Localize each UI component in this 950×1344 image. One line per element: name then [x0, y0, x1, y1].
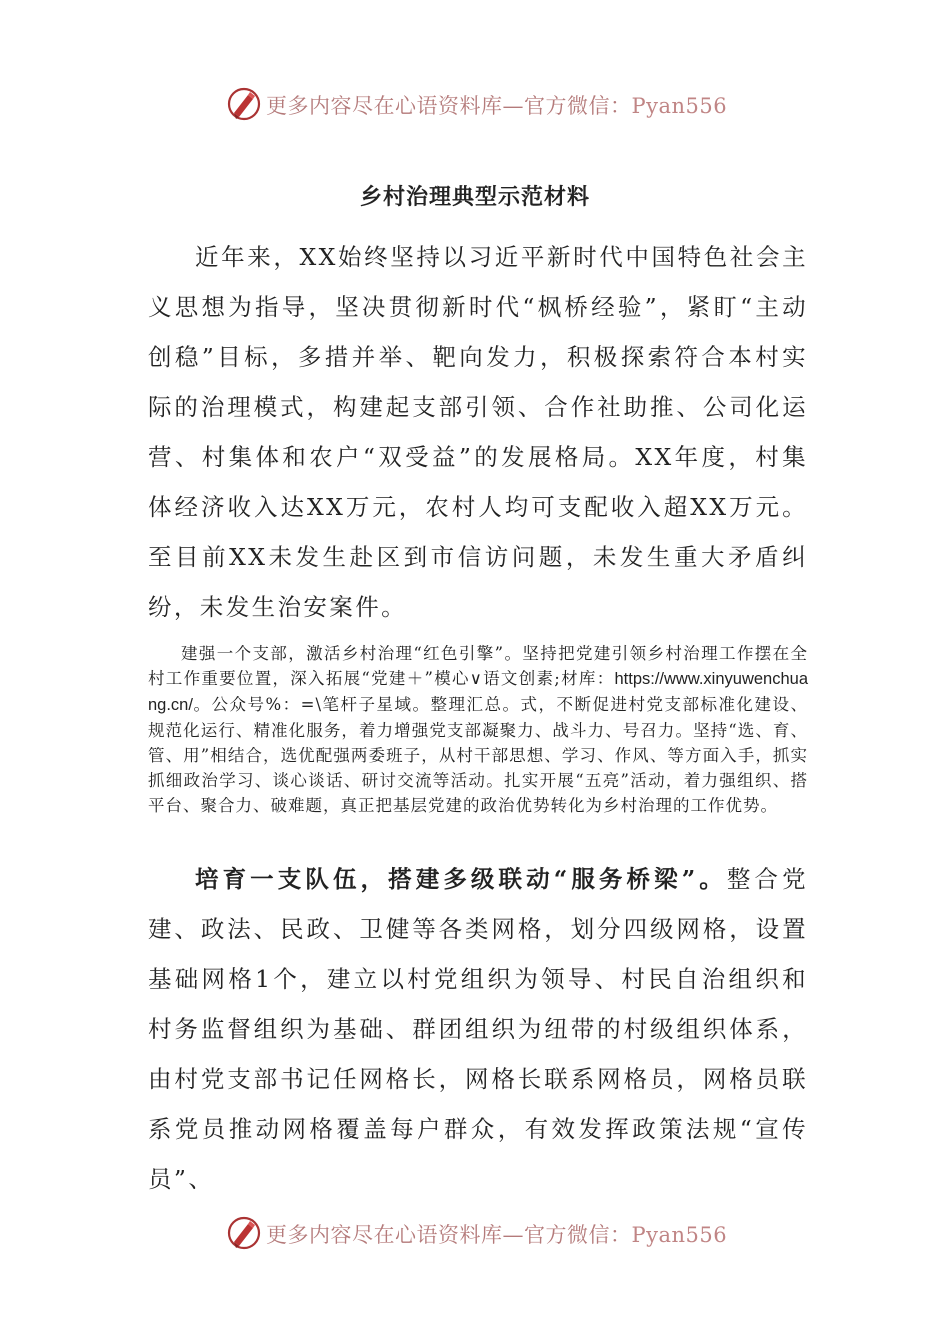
watermark-text: 更多内容尽在心语资料库—官方微信：Pyan556: [266, 94, 728, 118]
footer-watermark-banner: [0, 1213, 950, 1253]
library-url: https://www.xinyuwenchuang.cn/: [148, 670, 808, 714]
paragraph-branch: 建强一个支部，激活乡村治理“红色引擎”。坚持把党建引领乡村治理工作摆在全村工作重要位置，深入拓展“党建＋”模心∨语文创素;材库：https://www.xinyuwenchuang.cn/。公众号%：=\笔杆子星域。整理汇总。式，不断促进村党支部标准化建设、规范化运行、精准化服务，着力增强党支部凝聚力、战斗力、号召力。坚持“选、育、管、用”相结合，选优配强两委班子，从村干部思想、学习、作风、等方面入手，抓实抓细政治学习、谈心谈话、研讨交流等活动。扎实开展“五亮”活动，着力强组织、搭平台、聚合力、破难题，真正把基层党建的政治优势转化为乡村治理的工作优势。: [148, 644, 808, 815]
page-title: 乡村治理典型示范材料: [359, 184, 590, 210]
pen-logo-icon: [226, 1215, 262, 1251]
paragraph-team: 培育一支队伍，搭建多级联动“服务桥梁”。整合党建、政法、民政、卫健等各类网格，划分四级网格，设置基础网格1个，建立以村党组织为领导、村民自治组织和村务监督组织为基础、群团组织为纽带的村级组织体系，由村党支部书记任网格长，网格长联系网格员，网格员联系党员推动网格覆盖每户群众，有效发挥政策法规“宣传员”、: [148, 865, 808, 1193]
pen-logo-icon: [226, 86, 262, 122]
header-watermark-banner: [0, 84, 950, 124]
wechat-id: Pyan556: [631, 1223, 728, 1247]
paragraph-intro: 近年来，XX始终坚持以习近平新时代中国特色社会主义思想为指导，坚决贯彻新时代“枫桥经验”，紧盯“主动创稳”目标，多措并举、靶向发力，积极探索符合本村实际的治理模式，构建起支部引领、合作社助推、公司化运营、村集体和农户“双受益”的发展格局。XX年度，村集体经济收入达XX万元，农村人均可支配收入超XX万元。至目前XX未发生赴区到市信访问题，未发生重大矛盾纠纷，未发生治安案件。: [148, 243, 808, 621]
paragraph-lead: 培育一支队伍，搭建多级联动“服务桥梁”。: [195, 865, 727, 893]
wechat-id: Pyan556: [631, 94, 728, 118]
watermark-text: 更多内容尽在心语资料库—官方微信：Pyan556: [266, 1223, 728, 1247]
